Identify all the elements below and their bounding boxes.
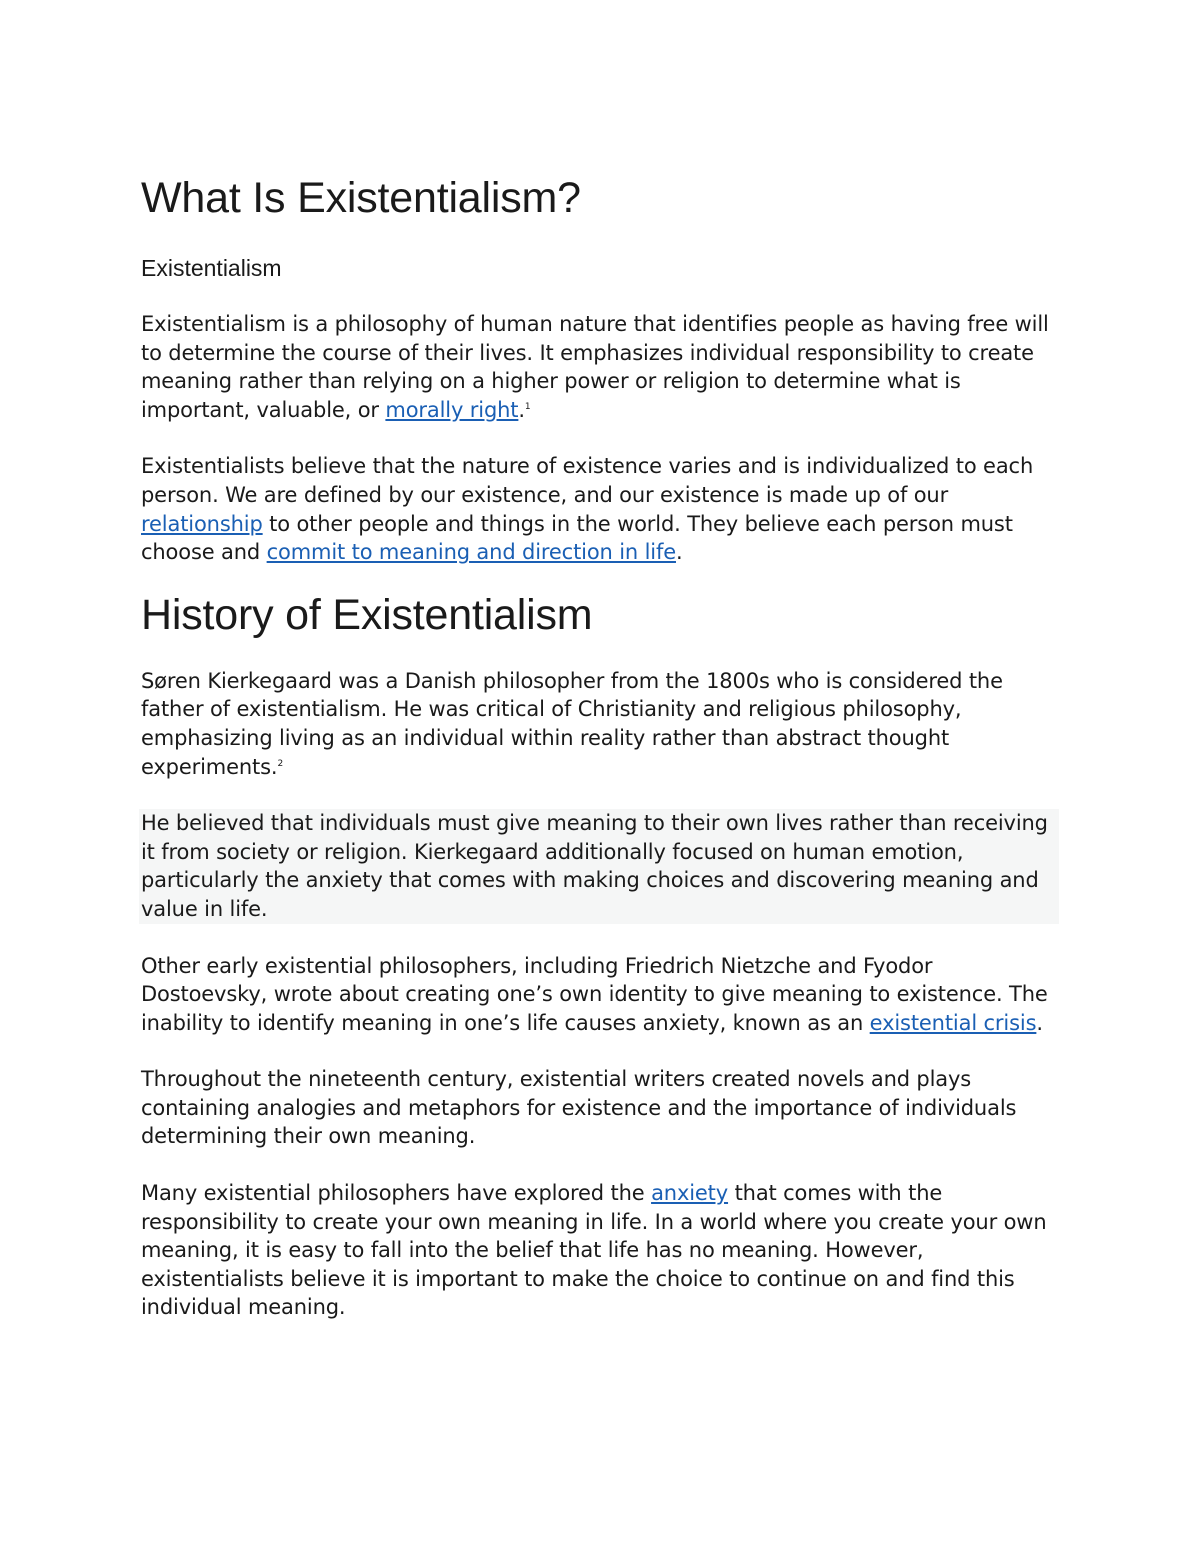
intro-p1-period: . bbox=[518, 397, 525, 422]
section-subtitle: Existentialism bbox=[141, 255, 282, 281]
history-p3-period: . bbox=[1036, 1010, 1043, 1035]
history-paragraph-4: Throughout the nineteenth century, existential writers created novels and plays containing analogies and metaphors for existence and the importance of individuals determining their own meaning. bbox=[141, 1067, 1017, 1149]
history-paragraph-2: He believed that individuals must give meaning to their own lives rather than receiving it from society or religion. Kierkegaard additionally focused on human emotion, particularly the anxiety that comes with making choices and discovering meaning and value in life. bbox=[139, 809, 1059, 923]
intro-p2-text: Existentialists believe that the nature of existence varies and is individualized to each person. We are defined by our existence, and our existence is made up of our bbox=[141, 454, 1034, 507]
intro-p2-period: . bbox=[675, 540, 683, 565]
page-title: What Is Existentialism? bbox=[141, 174, 581, 222]
document-page bbox=[141, 170, 1059, 1322]
history-paragraph-3 bbox=[141, 952, 1059, 1038]
history-paragraph-1 bbox=[141, 667, 1059, 781]
history-paragraph-5 bbox=[141, 1179, 1059, 1322]
relationship-link[interactable]: relationship bbox=[141, 511, 263, 536]
footnote-ref-2[interactable]: 2 bbox=[277, 758, 284, 769]
intro-paragraph-1 bbox=[141, 310, 1059, 424]
intro-p2-middle: to other people and things in the world. They believe each person must choose and bbox=[141, 511, 1013, 565]
intro-p1-text: Existentialism is a philosophy of human nature that identifies people as having free will to determine the course of their lives. It emphasizes individual responsibility to create meaning rather than relying on a higher power or religion to determine what is important, valuable, or bbox=[141, 312, 1049, 422]
intro-paragraph-2 bbox=[141, 452, 1059, 566]
anxiety-link[interactable]: anxiety bbox=[651, 1181, 729, 1206]
footnote-ref-1[interactable]: 1 bbox=[524, 401, 531, 412]
history-p5-text: Many existential philosophers have explored the bbox=[141, 1181, 652, 1206]
history-p1-text: Søren Kierkegaard was a Danish philosopher from the 1800s who is considered the father of existentialism. He was critical of Christianity and religious philosophy, emphasizing living as an individual within reality rather than abstract thought experiments. bbox=[141, 668, 1003, 779]
existential-crisis-link[interactable]: existential crisis bbox=[869, 1010, 1037, 1035]
history-p3-text: Other early existential philosophers, including Friedrich Nietzche and Fyodor Dostoevsky, wrote about creating one’s own identity to give meaning to existence. The inability to identify meaning in one’s life causes anxiety, known as an bbox=[141, 953, 1048, 1035]
morally-right-link[interactable]: morally right bbox=[385, 397, 519, 422]
history-heading: History of Existentialism bbox=[141, 590, 593, 639]
commit-to-meaning-link[interactable]: commit to meaning and direction in life bbox=[266, 540, 676, 565]
history-p5-rest: that comes with the responsibility to create your own meaning in life. In a world where you create your own meaning, it is easy to fall into the belief that life has no meaning. However, existentialists believe it is important to make the choice to continue on and find this individual meaning. bbox=[141, 1181, 1047, 1320]
